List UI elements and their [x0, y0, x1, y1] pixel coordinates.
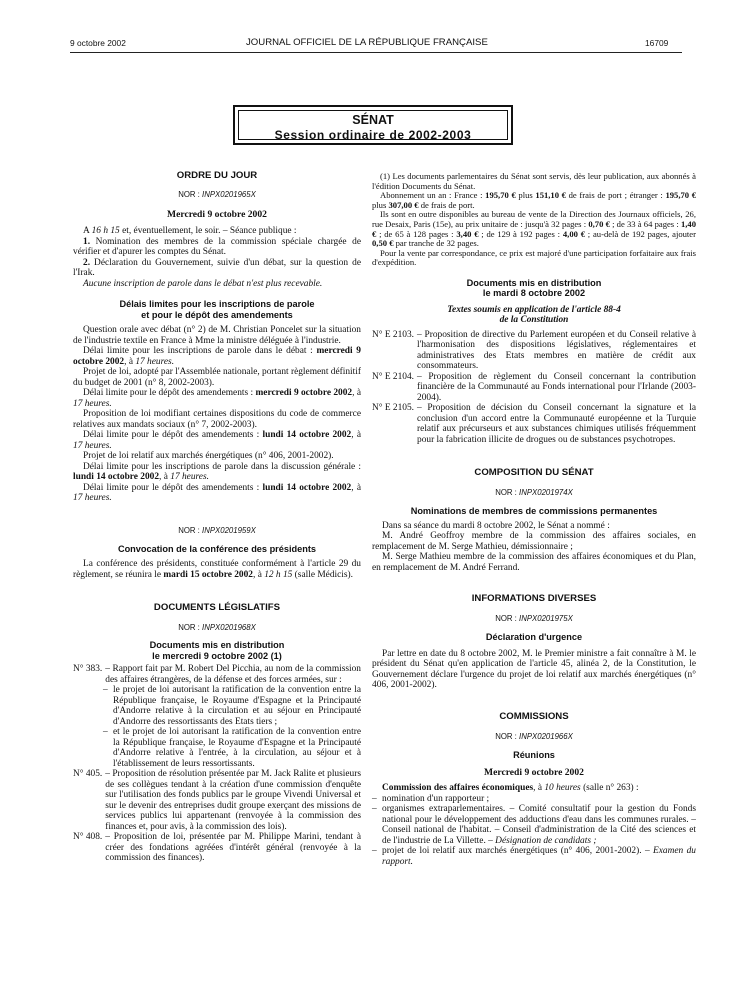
text-span: (salle Médicis).	[292, 569, 353, 580]
text-span: NOR :	[495, 731, 517, 741]
text-span: A	[83, 226, 92, 236]
text-span: NOR :	[495, 614, 517, 624]
docs-heading-2: le mercredi 9 octobre 2002 (1)	[152, 650, 282, 661]
ordre-date: Mercredi 9 octobre 2002	[167, 209, 267, 220]
left-column	[73, 168, 361, 864]
text-span: Ils sont en outre disponibles au bureau de vente de la Direction des Journaux officiels, 26, rue Desaix, Paris (15e), au prix unitaire de : jusqu'à 32 pages :	[372, 209, 696, 229]
text-span: Commission des affaires économiques	[382, 783, 534, 794]
doc-405	[73, 769, 361, 832]
nor-code: INPX0201965X	[202, 190, 256, 199]
text-span: le projet de loi autorisant la ratification de la convention entre la République française, le Royaume d'Espagne et la Principauté d'Andorre relative à la circulation et au séjour en Principauté d'Andorre des ressortissants des Etats tiers ;	[113, 685, 361, 727]
delais-q8	[73, 462, 361, 483]
text-span: , à	[351, 430, 361, 440]
urgence-text: Par lettre en date du 8 octobre 2002, M. le Premier ministre a fait connaître à M. le président du Sénat qu'en application de l'article 45, alinéa 2, de la Constitution, le Gouvernement déclare l'urgence du projet de loi relatif aux marchés énergétiques (n° 406, 2001-2002).	[372, 648, 696, 691]
commission-item-3	[372, 846, 696, 867]
text-span: INPX0201968X	[202, 623, 256, 632]
title-senat: SÉNAT	[352, 113, 394, 127]
text-span: 2.	[83, 257, 91, 268]
delais-q4	[73, 388, 361, 409]
text-span: INPX0201966X	[519, 731, 573, 741]
doc-e2104	[372, 372, 696, 404]
ordre-du-jour-heading: ORDRE DU JOUR	[176, 170, 258, 181]
text-span: Nomination des membres de la commission spéciale chargée de vérifier et d'apurer les comptes du Sénat.	[73, 236, 361, 257]
text-span: – Proposition de loi, présentée par M. Philippe Marini, tendant à créer des fondations agréées d'intérêt général (renvoyée à la commission des finances).	[105, 832, 361, 863]
text-span: mercredi 9 octobre 2002	[73, 346, 361, 367]
informations-heading: INFORMATIONS DIVERSES	[471, 593, 597, 605]
header-page-number: 16709	[645, 38, 669, 48]
text-span: ; de 65 à 128 pages :	[376, 228, 457, 239]
composition-heading: COMPOSITION DU SÉNAT	[474, 467, 594, 479]
docs2-sub-1: Textes soumis en application de l'article 88-4	[447, 304, 621, 315]
title-session: Session ordinaire de 2002-2003	[274, 128, 472, 142]
ordre-note: Aucune inscription de parole dans le débat n'est plus recevable.	[83, 278, 323, 289]
text-span: Désignation de candidats ;	[495, 835, 597, 846]
composition-p3: M. Serge Mathieu membre de la commission des affaires économiques et du Plan, en remplacement de M. André Ferrand.	[372, 552, 696, 573]
text-span: projet de loi relatif aux marchés énergétiques (n° 406, 2001-2002). –	[382, 846, 654, 857]
header-date: 9 octobre 2002	[70, 38, 126, 48]
docs-heading-1: Documents mis en distribution	[149, 640, 285, 650]
footnote-3	[372, 210, 696, 248]
text-span: N° E 2103.	[372, 329, 415, 340]
doc-383	[73, 664, 361, 685]
text-span: , à	[159, 472, 171, 482]
bullet-dash: –	[103, 685, 108, 695]
nor-commissions	[372, 732, 696, 741]
nor-composition	[372, 488, 696, 497]
text-span: de frais de port.	[418, 199, 475, 210]
text-span: 195,70 €	[665, 190, 697, 201]
text-span: 17 heures.	[73, 440, 112, 451]
seance-line	[73, 226, 361, 237]
text-span: 0,50 €	[372, 238, 394, 249]
text-span: nomination d'un rapporteur ;	[382, 793, 490, 804]
text-span: 1,40 €	[372, 218, 696, 239]
commission-item-1	[372, 794, 696, 805]
text-span: lundi 14 octobre 2002	[262, 482, 352, 493]
text-span: plus	[515, 190, 536, 201]
text-span: 4,00 €	[562, 228, 585, 239]
text-span: mardi 15 octobre 2002	[163, 569, 253, 580]
text-span: (salle n° 263) :	[580, 783, 639, 794]
text-span: INPX0201975X	[519, 614, 573, 624]
ordre-item-2	[73, 258, 361, 279]
urgence-heading: Déclaration d'urgence	[485, 632, 583, 643]
text-span: Examen du rapport.	[382, 846, 696, 867]
commission-item-2	[372, 804, 696, 846]
text-span: 17 heures.	[135, 356, 175, 367]
text-span: 151,10 €	[535, 190, 566, 201]
delais-q1: Question orale avec débat (n° 2) de M. Christian Poncelet sur la situation de l'industrie textile en France à Mme la ministre déléguée à l'industrie.	[73, 325, 361, 346]
text-span: N° 383.	[73, 664, 103, 674]
text-span: 10 heures	[544, 783, 581, 794]
delais-q5: Proposition de loi modifiant certaines dispositions du code de commerce relatives aux mandats sociaux (n° 7, 2002-2003).	[73, 409, 361, 430]
doc-e2105	[372, 403, 696, 445]
delais-q9	[73, 483, 361, 504]
doc-408	[73, 832, 361, 864]
docs2-heading-2: le mardi 8 octobre 2002	[482, 288, 586, 299]
text-span: ; au-delà de 192 pages, ajouter	[585, 228, 696, 239]
text-span: 3,40 €	[456, 228, 479, 239]
header-journal-title: JOURNAL OFFICIEL DE LA RÉPUBLIQUE FRANÇAISE	[246, 37, 488, 48]
text-span: N° E 2104.	[372, 371, 415, 382]
header-rule	[70, 52, 682, 53]
text-span: NOR :	[178, 623, 200, 632]
convocation-text	[73, 559, 361, 580]
text-span: ; de 129 à 192 pages :	[478, 228, 563, 239]
text-span: NOR :	[178, 525, 200, 535]
docs2-sub-2: de la Constitution	[499, 315, 569, 326]
text-span: N° 405.	[73, 769, 103, 779]
text-span: – Proposition de règlement du Conseil concernant la contribution financière de la Communauté au Fonds international pour l'Irlande (2003-2004).	[417, 371, 696, 403]
doc-383-item-1	[73, 685, 361, 727]
text-span: de frais de port ; étranger :	[565, 190, 666, 201]
docs2-heading-1: Documents mis en distribution	[466, 277, 602, 288]
delais-heading-1: Délais limites pour les inscriptions de parole	[119, 299, 315, 309]
text-span: 195,70 €	[485, 190, 516, 201]
text-span: Délai limite pour le dépôt des amendements :	[83, 482, 263, 493]
right-column	[372, 172, 696, 867]
text-span: 16 h 15	[91, 226, 120, 236]
text-span: Déclaration du Gouvernement, suivie d'un débat, sur la question de l'Irak.	[73, 257, 361, 278]
delais-q2	[73, 346, 361, 367]
text-span: Délai limite pour le dépôt des amendements :	[83, 388, 256, 398]
text-span: lundi 14 octobre 2002	[73, 472, 160, 482]
nor-documents	[73, 623, 361, 632]
text-span: et, éventuellement, le soir. – Séance publique :	[119, 226, 297, 236]
text-span: Délai limite pour le dépôt des amendements :	[83, 430, 263, 440]
nor-informations	[372, 614, 696, 623]
nor-convocation	[73, 526, 361, 535]
footnote-4: Pour la vente par correspondance, ce prix est majoré d'une participation forfaitaire aux frais d'expédition.	[372, 247, 696, 268]
delais-q3: Projet de loi, adopté par l'Assemblée nationale, portant règlement définitif du budget de 2001 (n° 8, 2002-2003).	[73, 367, 361, 388]
composition-p1: Dans sa séance du mardi 8 octobre 2002, le Sénat a nommé :	[382, 520, 610, 531]
text-span: – Proposition de résolution présentée par M. Jack Ralite et plusieurs de ses collègues tendant à la création d'une commission d'enquête sur l'utilisation des fonds publics par le groupe Vivendi Universal et sur le devenir des entreprises dudit groupe exerçant des missions de services publics lui appartenant (renvoyée à la commission des finances et, pour avis, à la commission des lois).	[105, 769, 361, 832]
convocation-heading: Convocation de la conférence des présidents	[117, 543, 317, 554]
bullet-dash: –	[103, 727, 108, 737]
text-span: INPX0201974X	[519, 488, 573, 498]
text-span: NOR :	[495, 488, 517, 498]
text-span: , à	[124, 356, 136, 367]
text-span: , à	[533, 783, 545, 794]
text-span: – Proposition de décision du Conseil concernant la signature et la conclusion d'un accord entre la Communauté européenne et la Turquie relatif aux précurseurs et aux substances chimiques utilisés fréquemment pour la fabrication illicite de drogues ou de substances psychotropes.	[417, 403, 696, 445]
text-span: 12 h 15	[264, 569, 293, 580]
composition-p2: M. André Geoffroy membre de la commission des affaires sociales, en remplacement de M. Serge Mathieu, démissionnaire ;	[372, 531, 696, 552]
nor-ordre	[73, 190, 361, 199]
text-span: et le projet de loi autorisant la ratification de la convention entre la République française, le Royaume d'Espagne et la Principauté d'Andorre relative à l'entrée, à la circulation, au séjour et à l'établissement de leurs ressortissants.	[113, 727, 361, 769]
text-span: 17 heures.	[170, 472, 209, 482]
text-span: plus	[372, 199, 389, 210]
delais-q6	[73, 430, 361, 451]
commissions-date: Mercredi 9 octobre 2002	[484, 767, 584, 779]
text-span: Abonnement un an : France :	[380, 190, 486, 201]
text-span: 1.	[83, 236, 91, 247]
text-span: , à	[351, 482, 361, 493]
nor-label: NOR :	[178, 190, 200, 199]
documents-legislatifs-heading: DOCUMENTS LÉGISLATIFS	[153, 602, 281, 613]
text-span: par tranche de 32 pages.	[393, 238, 479, 249]
text-span: – Rapport fait par M. Robert Del Picchia, au nom de la commission des affaires étrangères, de la défense et des forces armées, sur :	[105, 664, 361, 685]
footnote-2	[372, 191, 696, 210]
text-span: Délai limite pour les inscriptions de parole dans le débat :	[83, 346, 317, 356]
title-box	[233, 105, 513, 145]
text-span: organismes extraparlementaires. – Comité consultatif pour la gestion du Fonds national pour le développement des adductions d'eau dans les communes rurales. – Conseil national de l'habitat. – Conseil d'administration de la Cité des sciences et de l'industrie de La Villette. –	[382, 804, 696, 846]
bullet-dash: –	[372, 793, 377, 804]
reunions-heading: Réunions	[513, 749, 555, 760]
commission-line	[372, 783, 696, 794]
text-span: , à	[352, 388, 361, 398]
commissions-heading: COMMISSIONS	[499, 710, 569, 722]
doc-e2103	[372, 330, 696, 372]
bullet-dash: –	[372, 846, 377, 857]
composition-sub: Nominations de membres de commissions permanentes	[410, 506, 658, 517]
text-span: N° 408.	[73, 832, 103, 842]
text-span: 0,70 €	[588, 218, 610, 229]
text-span: La conférence des présidents, constituée conformément à l'article 29 du règlement, se réunira le	[73, 559, 361, 580]
text-span: 17 heures.	[73, 493, 112, 503]
text-span: 307,00 €	[388, 199, 419, 210]
text-span: ; de 33 à 64 pages :	[609, 218, 681, 229]
text-span: N° E 2105.	[372, 403, 415, 414]
text-span: , à	[253, 569, 265, 580]
bullet-dash: –	[372, 804, 377, 815]
ordre-item-1	[73, 237, 361, 258]
delais-heading-2: et pour le dépôt des amendements	[141, 309, 293, 320]
text-span: – Proposition de directive du Parlement européen et du Conseil relative à l'harmonisation des dispositions législatives, réglementaires et administratives des Etats membres en matière de crédit aux consommateurs.	[417, 329, 696, 372]
text-span: Délai limite pour les inscriptions de parole dans la discussion générale :	[83, 461, 361, 472]
doc-383-item-2	[73, 727, 361, 769]
text-span: 17 heures.	[73, 398, 112, 409]
footnote-1: (1) Les documents parlementaires du Sénat sont servis, dès leur publication, aux abonnés à l'édition Documents du Sénat.	[372, 171, 696, 191]
text-span: INPX0201959X	[202, 525, 256, 535]
text-span: lundi 14 octobre 2002	[262, 430, 352, 440]
delais-q7: Projet de loi relatif aux marchés énergétiques (n° 406, 2001-2002).	[83, 451, 334, 461]
text-span: mercredi 9 octobre 2002	[255, 388, 353, 398]
